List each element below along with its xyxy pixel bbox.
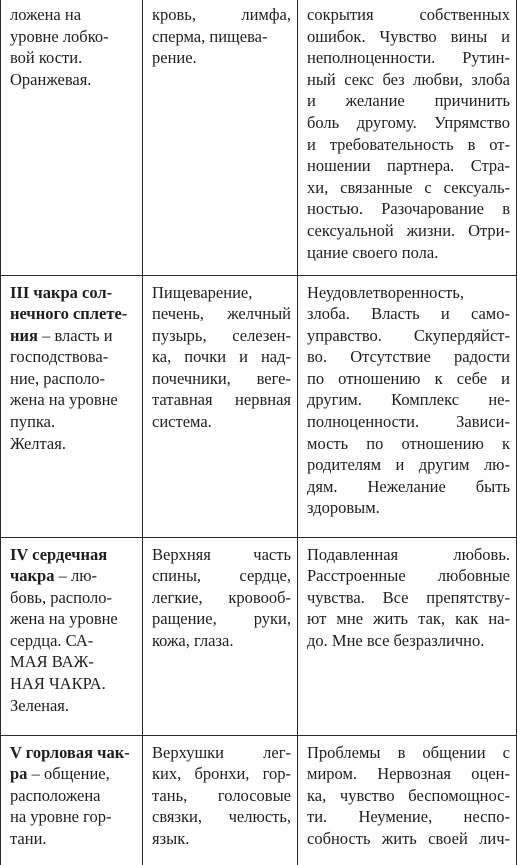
text-line: управство. Скупердяйст- xyxy=(307,325,510,345)
text-line: бовь, располо- xyxy=(10,587,112,607)
chakra-cell xyxy=(1,0,143,275)
text-line: Подавленная любовь. xyxy=(307,544,510,564)
text-line: сексуальной жизни. Отри- xyxy=(307,220,510,240)
text-line: НАЯ ЧАКРА. xyxy=(10,674,106,694)
text-line: спины, сердце, xyxy=(152,566,291,586)
text-line: Оранжевая. xyxy=(10,69,92,89)
organs-cell xyxy=(143,537,298,735)
text-line: во. Отсутствие радости xyxy=(307,347,510,367)
organs-cell xyxy=(143,275,298,537)
chakra-name-line: чакра xyxy=(10,566,55,586)
organs-cell xyxy=(143,735,298,865)
text-line: Проблемы в общении с xyxy=(307,742,510,762)
issues-cell xyxy=(298,0,517,275)
text-line: – лю- xyxy=(54,566,98,586)
text-line: почечники, веге- xyxy=(152,368,291,388)
text-line: миром. Нервозная оцен- xyxy=(307,764,510,784)
text-line: пузырь, селезен- xyxy=(152,325,291,345)
text-line: ошибок. Чувство вины и xyxy=(307,26,510,46)
text-line: родителям и другим лю- xyxy=(307,455,510,475)
issues-cell xyxy=(298,735,517,865)
text-line: – общение, xyxy=(27,764,110,784)
text-line: хи, связанные с сексуаль- xyxy=(307,177,510,197)
chakra-name-line: IV сердечная xyxy=(10,544,108,564)
text-line: система. xyxy=(152,412,212,432)
chakra-name-line: ния xyxy=(10,325,38,345)
text-line: жена на уровне xyxy=(10,609,118,629)
table-row xyxy=(1,735,517,865)
text-line: полноценности. Зависи- xyxy=(307,412,510,432)
text-line: ностью. Разочарование в xyxy=(307,199,510,219)
text-line: мость по отношению к xyxy=(307,433,510,453)
text-line: кожа, глаза. xyxy=(152,630,234,650)
text-line: тань, голосовые xyxy=(152,785,291,805)
text-line: ют мне жить так, как на- xyxy=(307,609,510,629)
text-line: сердца. СА- xyxy=(10,630,94,650)
text-line: здоровым. xyxy=(307,498,380,518)
chakra-name-line: V горловая чак- xyxy=(10,742,130,762)
text-line: Верхняя часть xyxy=(152,544,291,564)
text-line: пупка. xyxy=(10,412,56,432)
text-line: дям. Нежелание быть xyxy=(307,476,510,496)
text-line: ка, почки и над- xyxy=(152,347,291,367)
text-line: тани. xyxy=(10,828,47,848)
text-line: жена на уровне xyxy=(10,390,118,410)
chakra-cell xyxy=(1,735,143,865)
text-line: татавная нервная xyxy=(152,390,291,410)
text-line: – власть и xyxy=(37,325,113,345)
text-line: Верхушки лег- xyxy=(152,742,291,762)
table-row xyxy=(1,0,517,275)
organs-cell xyxy=(143,0,298,275)
text-line: расположена xyxy=(10,785,101,805)
text-line: Неудовлетворенность, xyxy=(307,282,465,302)
text-line: ких, бронхи, гор- xyxy=(152,764,291,784)
text-line: на уровне гор- xyxy=(10,807,112,827)
text-line: ношении партнера. Стра- xyxy=(307,156,510,176)
text-line: и желание причинить xyxy=(307,91,510,111)
text-line: злоба. Власть и само- xyxy=(307,304,510,324)
text-line: Желтая. xyxy=(10,433,66,453)
text-line: Расстроенные любовные xyxy=(307,566,510,586)
text-line: ние, располо- xyxy=(10,368,105,388)
text-line: цание своего пола. xyxy=(307,242,439,262)
text-line: Зеленая. xyxy=(10,695,70,715)
text-line: чувства. Все препятству- xyxy=(307,587,510,607)
chakra-cell xyxy=(1,537,143,735)
chakra-name-line: нечного сплете- xyxy=(10,304,128,324)
text-line: кровь, лимфа, xyxy=(152,5,291,24)
text-line: легкие, кровооб- xyxy=(152,587,291,607)
text-line: по отношению к себе и xyxy=(307,368,510,388)
text-line: сперма, пищева- xyxy=(152,26,268,46)
text-line: ращение, руки, xyxy=(152,609,291,629)
text-line: язык. xyxy=(152,828,190,848)
table-row xyxy=(1,537,517,735)
text-line: уровне лобко- xyxy=(10,26,109,46)
text-line: связки, челюсть, xyxy=(152,807,291,827)
issues-cell xyxy=(298,537,517,735)
chakra-name-line: ра xyxy=(10,764,28,784)
text-line: рение. xyxy=(152,48,197,68)
text-line: печень, желчный xyxy=(152,304,291,324)
text-line: ный секс без любви, злоба xyxy=(307,69,510,89)
text-line: Пищеварение, xyxy=(152,282,253,302)
text-line: ти. Неумение, неспо- xyxy=(307,807,510,827)
text-line: и требовательность в от- xyxy=(307,134,510,154)
issues-cell xyxy=(298,275,517,537)
text-line: ложена на xyxy=(10,5,82,24)
chakra-name-line: III чакра сол- xyxy=(10,282,113,302)
text-line: вой кости. xyxy=(10,48,83,68)
text-line: до. Мне все безразлично. xyxy=(307,630,485,650)
text-line: МАЯ ВАЖ- xyxy=(10,652,94,672)
text-line: боль другому. Упрямство xyxy=(307,112,510,132)
text-line: собность жить своей лич- xyxy=(307,828,510,848)
text-line: господствова- xyxy=(10,347,109,367)
text-line: сокрытия собственных xyxy=(307,5,510,24)
table-row xyxy=(1,275,517,537)
text-line: неполноценности. Рутин- xyxy=(307,48,510,68)
chakra-cell xyxy=(1,275,143,537)
text-line: ка, чувство беспомощнос- xyxy=(307,785,510,805)
text-line: другим. Комплекс не- xyxy=(307,390,510,410)
